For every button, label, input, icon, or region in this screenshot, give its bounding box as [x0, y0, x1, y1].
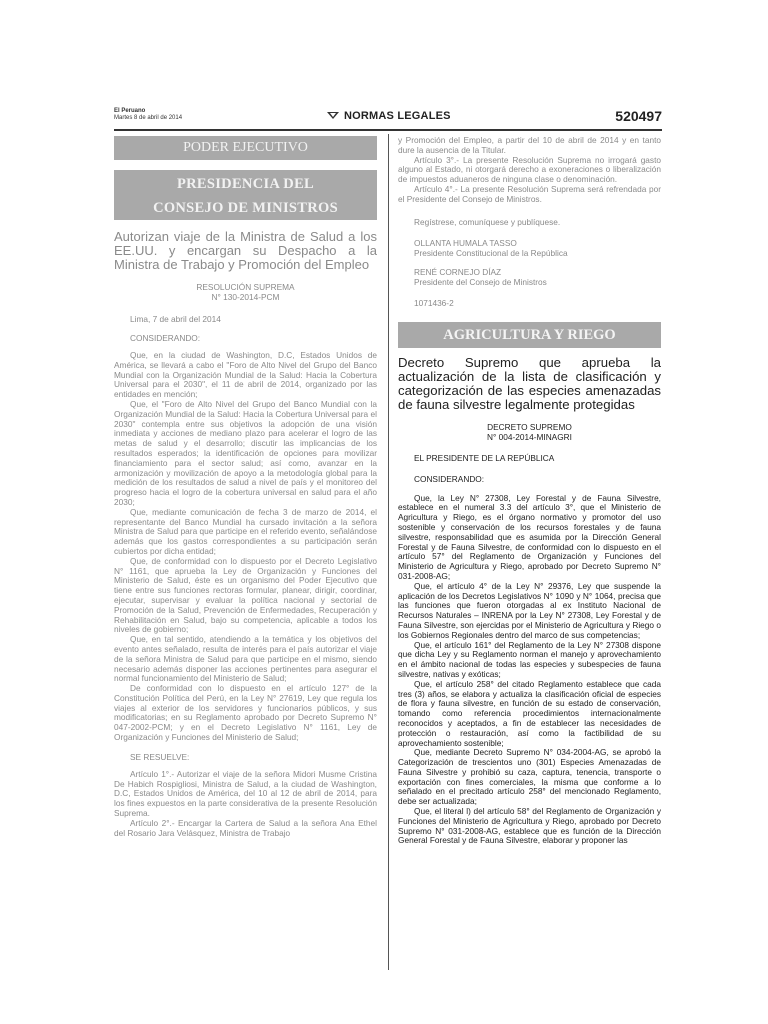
- left-body: [114, 351, 377, 743]
- paragraph: Que, en tal sentido, atendiendo a la temática y los objetivos del evento antes señalado, resulta de interés para el país autorizar el viaje de la señora Ministra de Salud para que participe en el mismo, siendo necesario además disponer las acciones pertinentes para asegurar el normal funcionamiento del Ministerio de Salud;: [114, 634, 377, 684]
- decree-title: Decreto Supremo que aprueba la actualización de la lista de clasificación y categorización de las especies amenazadas de fauna silvestre legalmente protegidas: [398, 354, 661, 412]
- publication-name: El Peruano: [114, 108, 146, 114]
- paragraph: Que, mediante comunicación de fecha 3 de marzo de 2014, el representante del Banco Mundial ha cursado invitación a la señora Ministra de Salud para que participe en el referido evento, señalándose además que los gastos correspondientes a su participación serán cubiertos por dicha entidad;: [114, 506, 377, 556]
- article: Artículo 2°.- Encargar la Cartera de Salud a la señora Ana Ethel del Rosario Jara Velásquez, Ministra de Trabajo: [114, 817, 377, 838]
- resolution-title: Autorizan viaje de la Ministra de Salud a los EE.UU. y encargan su Despacho a la Ministra de Trabajo y Promoción del Empleo: [114, 229, 377, 272]
- resolution-number: N° 130-2014-PCM: [211, 292, 280, 302]
- considerando-label: CONSIDERANDO:: [414, 473, 485, 484]
- paragraph: Que, el artículo 161° del Reglamento de la Ley N° 27308 dispone que dicha Ley y su Reglamento norman el manejo y aprovechamiento en el ámbito nacional de todas las especies y subespecies de fauna silvestre, nativas y exóticas;: [398, 639, 661, 679]
- article: Artículo 4°.- La presente Resolución Suprema será refrendada por el Presidente del Consejo de Ministros.: [398, 183, 661, 204]
- paragraph: Que, en la ciudad de Washington, D.C, Estados Unidos de América, se llevará a cabo el "Foro de Alto Nivel del Grupo del Banco Mundial con la Organización Mundial de la Salud: Hacia la Cobertura Universal para el 2030", el 11 de abril de 2014, organizado por las entidades en mención;: [114, 350, 377, 400]
- continuation: [398, 136, 661, 205]
- article: Artículo 1°.- Autorizar el viaje de la señora Midori Musme Cristina De Habich Rospigliosi, Ministra de Salud, a la ciudad de Washington, D.C, Estados Unidos de América, del 10 al 12 de abril de 2014, para los fines expuestos en la parte considerativa de la presente Resolución Suprema.: [114, 768, 377, 819]
- decree-heading: [398, 422, 661, 442]
- registrese: Regístrese, comuníquese y publíquese.: [414, 216, 561, 227]
- considerando-label: CONSIDERANDO:: [130, 333, 201, 343]
- paragraph: y Promoción del Empleo, a partir del 10 de abril de 2014 y en tanto dure la ausencia de la Titular.: [398, 135, 661, 155]
- section-title-text: NORMAS LEGALES: [344, 110, 451, 122]
- section-bar-poder-ejecutivo: PODER EJECUTIVO: [114, 136, 377, 160]
- resolution-heading: [114, 282, 377, 302]
- sector-bar-line1: PRESIDENCIA DEL: [176, 176, 315, 192]
- right-body: [398, 494, 661, 847]
- section-title: [326, 110, 451, 122]
- header-left: [114, 108, 182, 122]
- decree-number: N° 004-2014-MINAGRI: [487, 431, 572, 442]
- page-header: [114, 108, 662, 130]
- publication-date: Martes 8 de abril de 2014: [114, 115, 183, 121]
- left-column: [114, 136, 377, 838]
- signer1-name: OLLANTA HUMALA TASSO: [414, 237, 517, 248]
- paragraph: Que, el artículo 258° del citado Reglamento establece que cada tres (3) años, se elabora y actualiza la clasificación oficial de especies de flora y fauna silvestre, en función de su estado de conservación, tomando como referencia procedimientos internacionalmente reconocidos y aceptados, a fin de establecer las necesidades de protección o restauración, así como la factibilidad de su aprovechamiento sostenible;: [398, 678, 661, 748]
- place-date: Lima, 7 de abril del 2014: [130, 314, 221, 324]
- paragraph: Que, el "Foro de Alto Nivel del Grupo del Banco Mundial con la Organización Mundial de la Salud: Hacia la Cobertura Universal para el 2030" contempla entre sus objetivos la adopción de una visión inmediata y acciones de mediano plazo para acelerar el logro de las metas de salud y el desarrollo; discutir las implicancias de los resultados esperados; la identificación de opciones para movilizar financiamiento para el sector salud; así como, avanzar en la armonización y movilización de apoyo a la metodología global para la medición de los resultados de salud a nivel de país y el monitoreo del progreso hacia el logro de la cobertura universal en salud para el año 2030;: [114, 398, 377, 507]
- header-rule: [114, 129, 662, 131]
- column-divider: [388, 134, 389, 970]
- article: Artículo 3°.- La presente Resolución Suprema no irrogará gasto alguno al Estado, ni otorgará derecho a exoneraciones o liberalización de impuestos aduaneros de ninguna clase o denominación.: [398, 154, 661, 185]
- signer2-title: Presidente del Consejo de Ministros: [414, 276, 547, 287]
- paragraph: Que, de conformidad con lo dispuesto por el Decreto Legislativo N° 1161, que aprueba la Ley de Organización y Funciones del Ministerio de Salud, éste es un organismo del Poder Ejecutivo que tiene entre sus funciones rectoras formular, planear, dirigir, coordinar, ejecutar, supervisar y evaluar la política nacional y sectorial de Promoción de la Salud, Prevención de Enfermedades, Recuperación y Rehabilitación en Salud, bajo su competencia, aplicable a todos los niveles de gobierno;: [114, 555, 377, 635]
- sector-bar-agricultura: AGRICULTURA Y RIEGO: [398, 322, 661, 348]
- resolution-type: RESOLUCIÓN SUPREMA: [196, 282, 295, 292]
- publication-code: 1071436-2: [414, 297, 454, 308]
- paragraph: Que, el artículo 4° de la Ley N° 29376, Ley que suspende la aplicación de los Decretos Legislativos N° 1090 y N° 1064, precisa que las funciones que fueron otorgadas al ex Instituto Nacional de Recursos Naturales – INRENA por la Ley N° 27308, Ley Forestal y de Fauna Silvestre, son ejercidas por el Ministerio de Agricultura y Riego o los Gobiernos Regionales dentro del marco de sus competencias;: [398, 580, 661, 640]
- signer2-name: RENÉ CORNEJO DÍAZ: [414, 266, 502, 277]
- paragraph: Que, la Ley N° 27308, Ley Forestal y de Fauna Silvestre, establece en el numeral 3.3 del artículo 3°, que el Ministerio de Agricultura y Riego, es el órgano normativo y promotor del uso sostenible y conservación de los recursos forestales y de fauna silvestre, responsabilidad que es asumida por la Dirección General Forestal y de Fauna Silvestre, de conformidad con lo dispuesto en el artículo 57° del Reglamento de Organización y Funciones del Ministerio de Agricultura y Riego, aprobado por Decreto Supremo N° 031-2008-AG;: [398, 492, 661, 581]
- paragraph: De conformidad con lo dispuesto en el artículo 127° de la Constitución Política del Perú, en la Ley N° 27619, Ley que regula los viajes al exterior de los servidores y funcionarios públicos, y sus modificatorias; en su Reglamento aprobado por Decreto Supremo N° 047-2002-PCM; y en el Decreto Legislativo N° 1161, Ley de Organización y Funciones del Ministerio de Salud;: [114, 683, 377, 743]
- shield-emblem-icon: [326, 111, 340, 120]
- paragraph: Que, el literal l) del artículo 58° del Reglamento de Organización y Funciones del Ministerio de Agricultura y Riego, aprobado por Decreto Supremo N° 031-2008-AG, establece que es función de la Dirección General Forestal y de Fauna Silvestre, elaborar y proponer las: [398, 806, 661, 846]
- paragraph: Que, mediante Decreto Supremo N° 034-2004-AG, se aprobó la Categorización de trescientos uno (301) Especies Amenazadas de Fauna Silvestre y prohibió su caza, captura, tenencia, transporte o exportación con fines comerciales, la misma que conforme a lo señalado en el precitado artículo 258° del mencionado Reglamento, debe ser actualizada;: [398, 747, 661, 807]
- sector-bar-pcm: [114, 170, 377, 220]
- right-column: [398, 136, 661, 846]
- page-number: 520497: [615, 108, 662, 124]
- decree-type: DECRETO SUPREMO: [487, 421, 572, 432]
- se-resuelve-label: SE RESUELVE:: [130, 751, 190, 762]
- signer1-title: Presidente Constitucional de la República: [414, 247, 568, 258]
- sector-bar-line2: CONSEJO DE MINISTROS: [153, 200, 338, 216]
- president-label: EL PRESIDENTE DE LA REPÚBLICA: [414, 452, 555, 463]
- left-articles: [114, 770, 377, 839]
